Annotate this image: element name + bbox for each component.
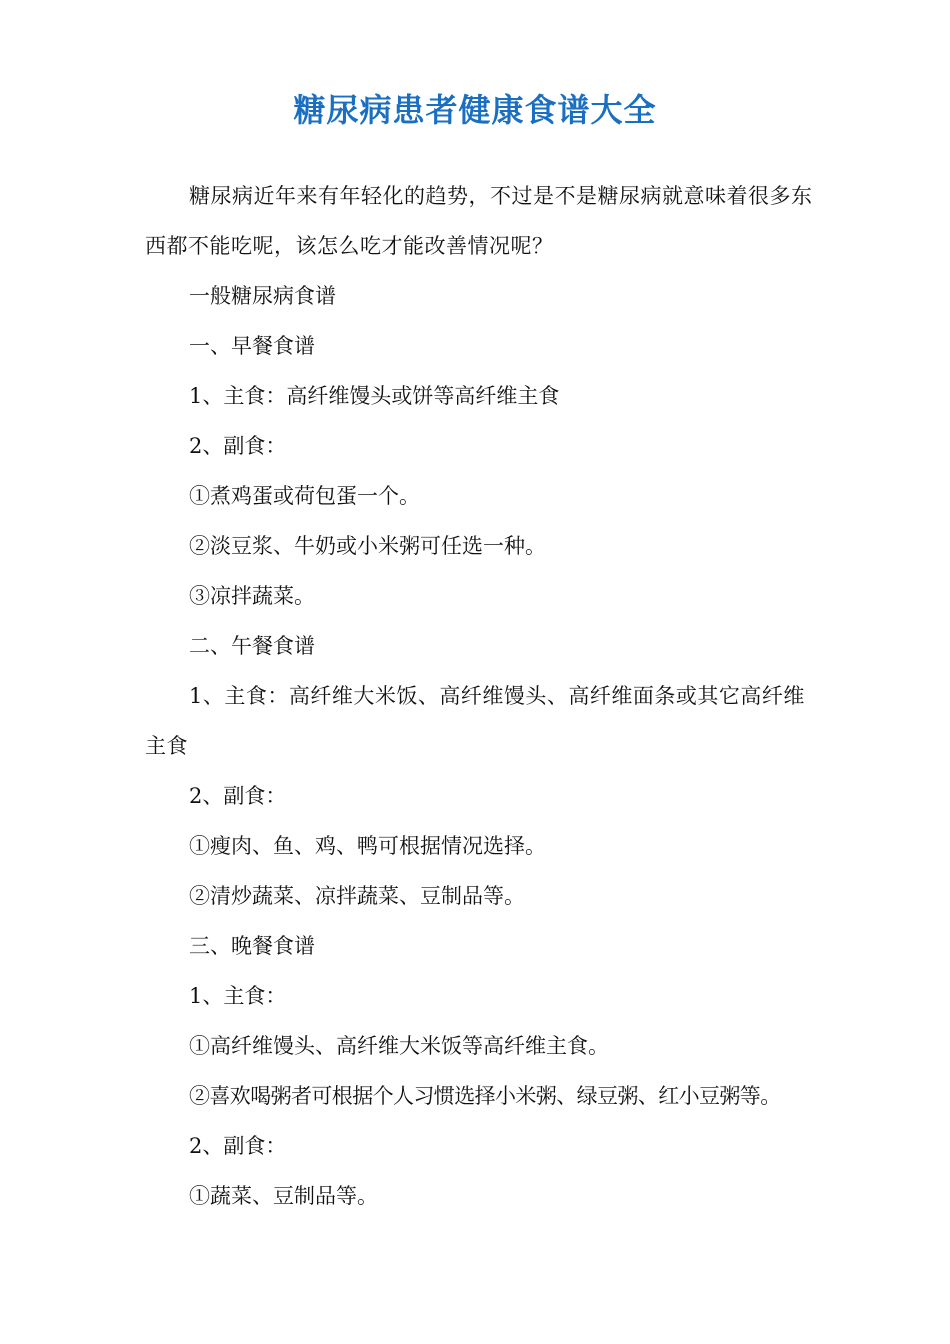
document-title: 糖尿病患者健康食谱大全 — [293, 91, 657, 129]
section-heading: 二、午餐食谱 — [189, 634, 315, 658]
list-item: ①蔬菜、豆制品等。 — [189, 1184, 378, 1208]
document-body — [145, 171, 813, 1221]
list-item: ①高纤维馒头、高纤维大米饭等高纤维主食。 — [189, 1034, 609, 1058]
list-item: ②淡豆浆、牛奶或小米粥可任选一种。 — [189, 534, 546, 558]
list-item: ①煮鸡蛋或荷包蛋一个。 — [189, 484, 420, 508]
section-heading: 一般糖尿病食谱 — [189, 284, 336, 308]
list-item: 2、副食： — [189, 434, 287, 458]
list-item: 2、副食： — [189, 1134, 287, 1158]
list-item: ②清炒蔬菜、凉拌蔬菜、豆制品等。 — [189, 884, 525, 908]
list-item: ①瘦肉、鱼、鸡、鸭可根据情况选择。 — [189, 834, 546, 858]
list-item: 1、主食：高纤维馒头或饼等高纤维主食 — [189, 384, 560, 408]
section-heading: 一、早餐食谱 — [189, 334, 315, 358]
list-item: 1、主食：高纤维大米饭、高纤维馒头、高纤维面条或其它高纤维主食 — [145, 684, 805, 758]
section-heading: 三、晚餐食谱 — [189, 934, 315, 958]
intro-paragraph: 糖尿病近年来有年轻化的趋势，不过是不是糖尿病就意味着很多东西都不能吃呢，该怎么吃才能改善情况呢？ — [145, 184, 813, 258]
list-item: ③凉拌蔬菜。 — [189, 584, 315, 608]
list-item: 2、副食： — [189, 784, 287, 808]
list-item: ②喜欢喝粥者可根据个人习惯选择小米粥、绿豆粥、红小豆粥等。 — [189, 1084, 781, 1108]
list-item: 1、主食： — [189, 984, 287, 1008]
